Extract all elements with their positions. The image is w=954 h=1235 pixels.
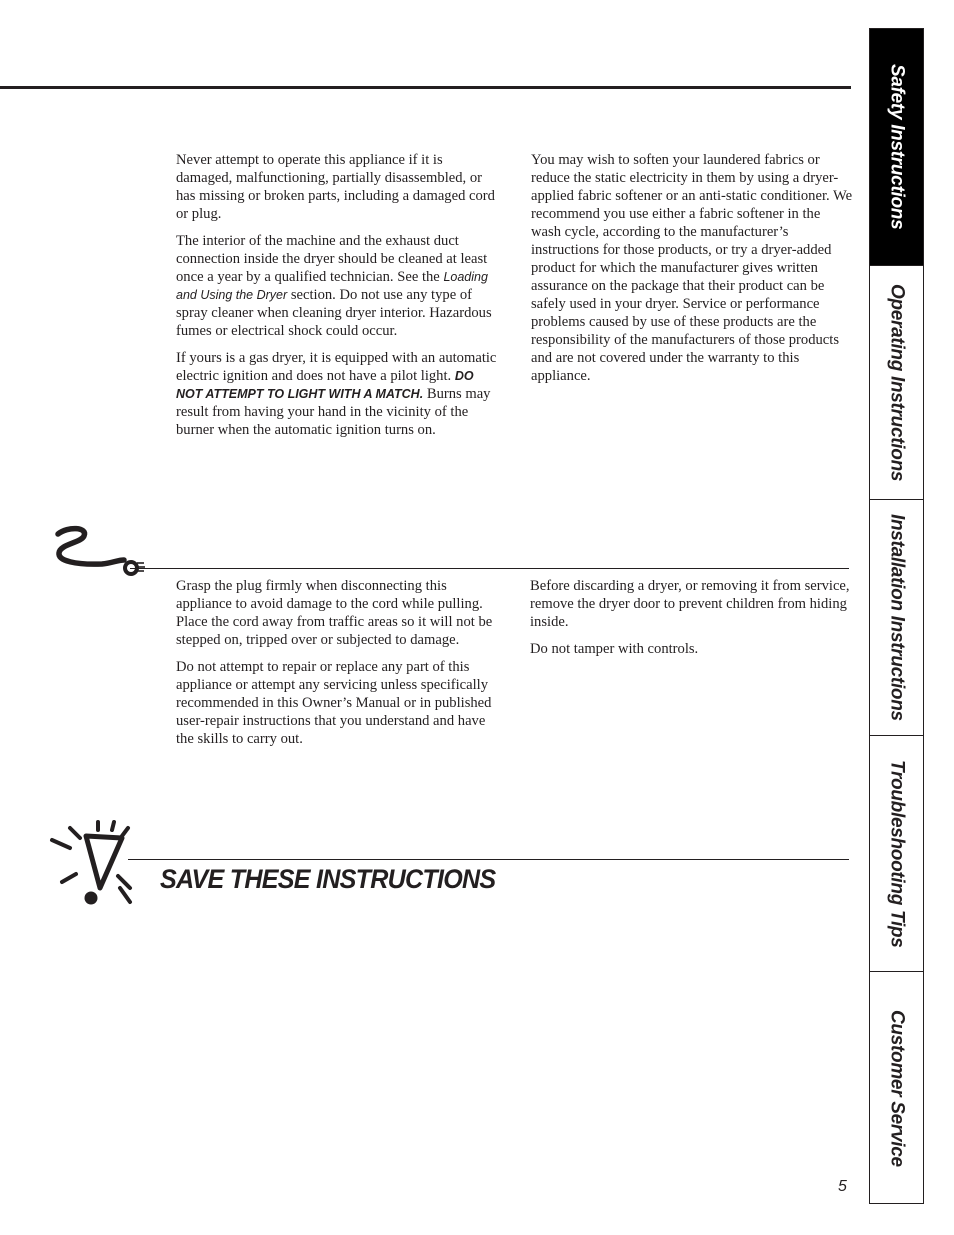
paragraph-grasp-plug: Grasp the plug firmly when disconnecting this appliance to avoid damage to the cord while pulling. Place the cord away from traffic areas so it will not be stepped on, tripped over or subjected to damage. [176, 578, 493, 648]
tab-customer-service[interactable] [870, 971, 923, 1205]
paragraph-tamper: Do not tamper with controls. [530, 641, 699, 657]
save-instructions-heading: SAVE THESE INSTRUCTIONS [160, 864, 496, 894]
section-reference: Loading and Using the Dryer [176, 270, 488, 302]
tab-label: Safety Instructions [886, 64, 908, 230]
power-cord-plug-icon [54, 522, 146, 580]
tab-operating-instructions[interactable] [870, 265, 923, 499]
tab-label: Operating Instructions [886, 283, 908, 482]
page-number: 5 [838, 1178, 847, 1195]
tab-label: Customer Service [886, 1010, 908, 1167]
tab-troubleshooting-tips[interactable] [870, 735, 923, 971]
tab-label: Troubleshooting Tips [886, 759, 908, 948]
paragraph-damaged-appliance: Never attempt to operate this appliance if it is damaged, malfunctioning, partially disassembled, or has missing or broken parts, including a damaged cord or plug. [176, 152, 495, 222]
safety-column-3 [176, 577, 498, 757]
paragraph-no-repair: Do not attempt to repair or replace any part of this appliance or attempt any servicing unless specifically recommended in this Owner’s Manual or in published user-repair instructions that you understand and have the skills to carry out. [176, 659, 492, 747]
caution-exclamation-icon [48, 818, 152, 908]
paragraph-fabric-softener: You may wish to soften your laundered fabrics or reduce the static electricity in them by using a dryer-applied fabric softener or an anti-static conditioner. We recommend you use either a fabric softener in the wash cycle, according to the manufacturer’s instructions for those products, or try a dryer-added product for which the manufacturer gives written assurance on the package that their product can be safely used in your dryer. Service or performance problems caused by use of these products are the responsibility of the manufacturers of those products and are not covered under the warranty to this appliance. [531, 152, 853, 384]
safety-column-1 [176, 151, 498, 448]
paragraph-gas-dryer: If yours is a gas dryer, it is equipped with an automatic electric ignition and does not have a pilot light. DO NOT ATTEMPT TO LIGHT WITH A MATCH. Burns may result from having your hand in the vicinity of the burner when the automatic ignition turns on. [176, 350, 497, 438]
save-divider [128, 859, 849, 860]
safety-column-4 [530, 577, 852, 667]
safety-column-2 [531, 151, 853, 394]
tab-safety-instructions[interactable] [870, 29, 923, 265]
tab-label: Installation Instructions [886, 514, 908, 721]
section-divider [130, 568, 849, 569]
paragraph-interior-cleaning: The interior of the machine and the exhaust duct connection inside the dryer should be cleaned at least once a year by a qualified technician. See the Loading and Using the Dryer section. Do not use any type of spray cleaner when cleaning dryer interior. Hazardous fumes or electrical shock could occur. [176, 233, 492, 339]
top-rule [0, 86, 851, 89]
match-warning: DO NOT ATTEMPT TO LIGHT WITH A MATCH. [176, 369, 474, 401]
paragraph-discarding: Before discarding a dryer, or removing it from service, remove the dryer door to prevent children from hiding inside. [530, 578, 850, 630]
section-tab-strip [869, 28, 924, 1204]
tab-installation-instructions[interactable] [870, 499, 923, 735]
